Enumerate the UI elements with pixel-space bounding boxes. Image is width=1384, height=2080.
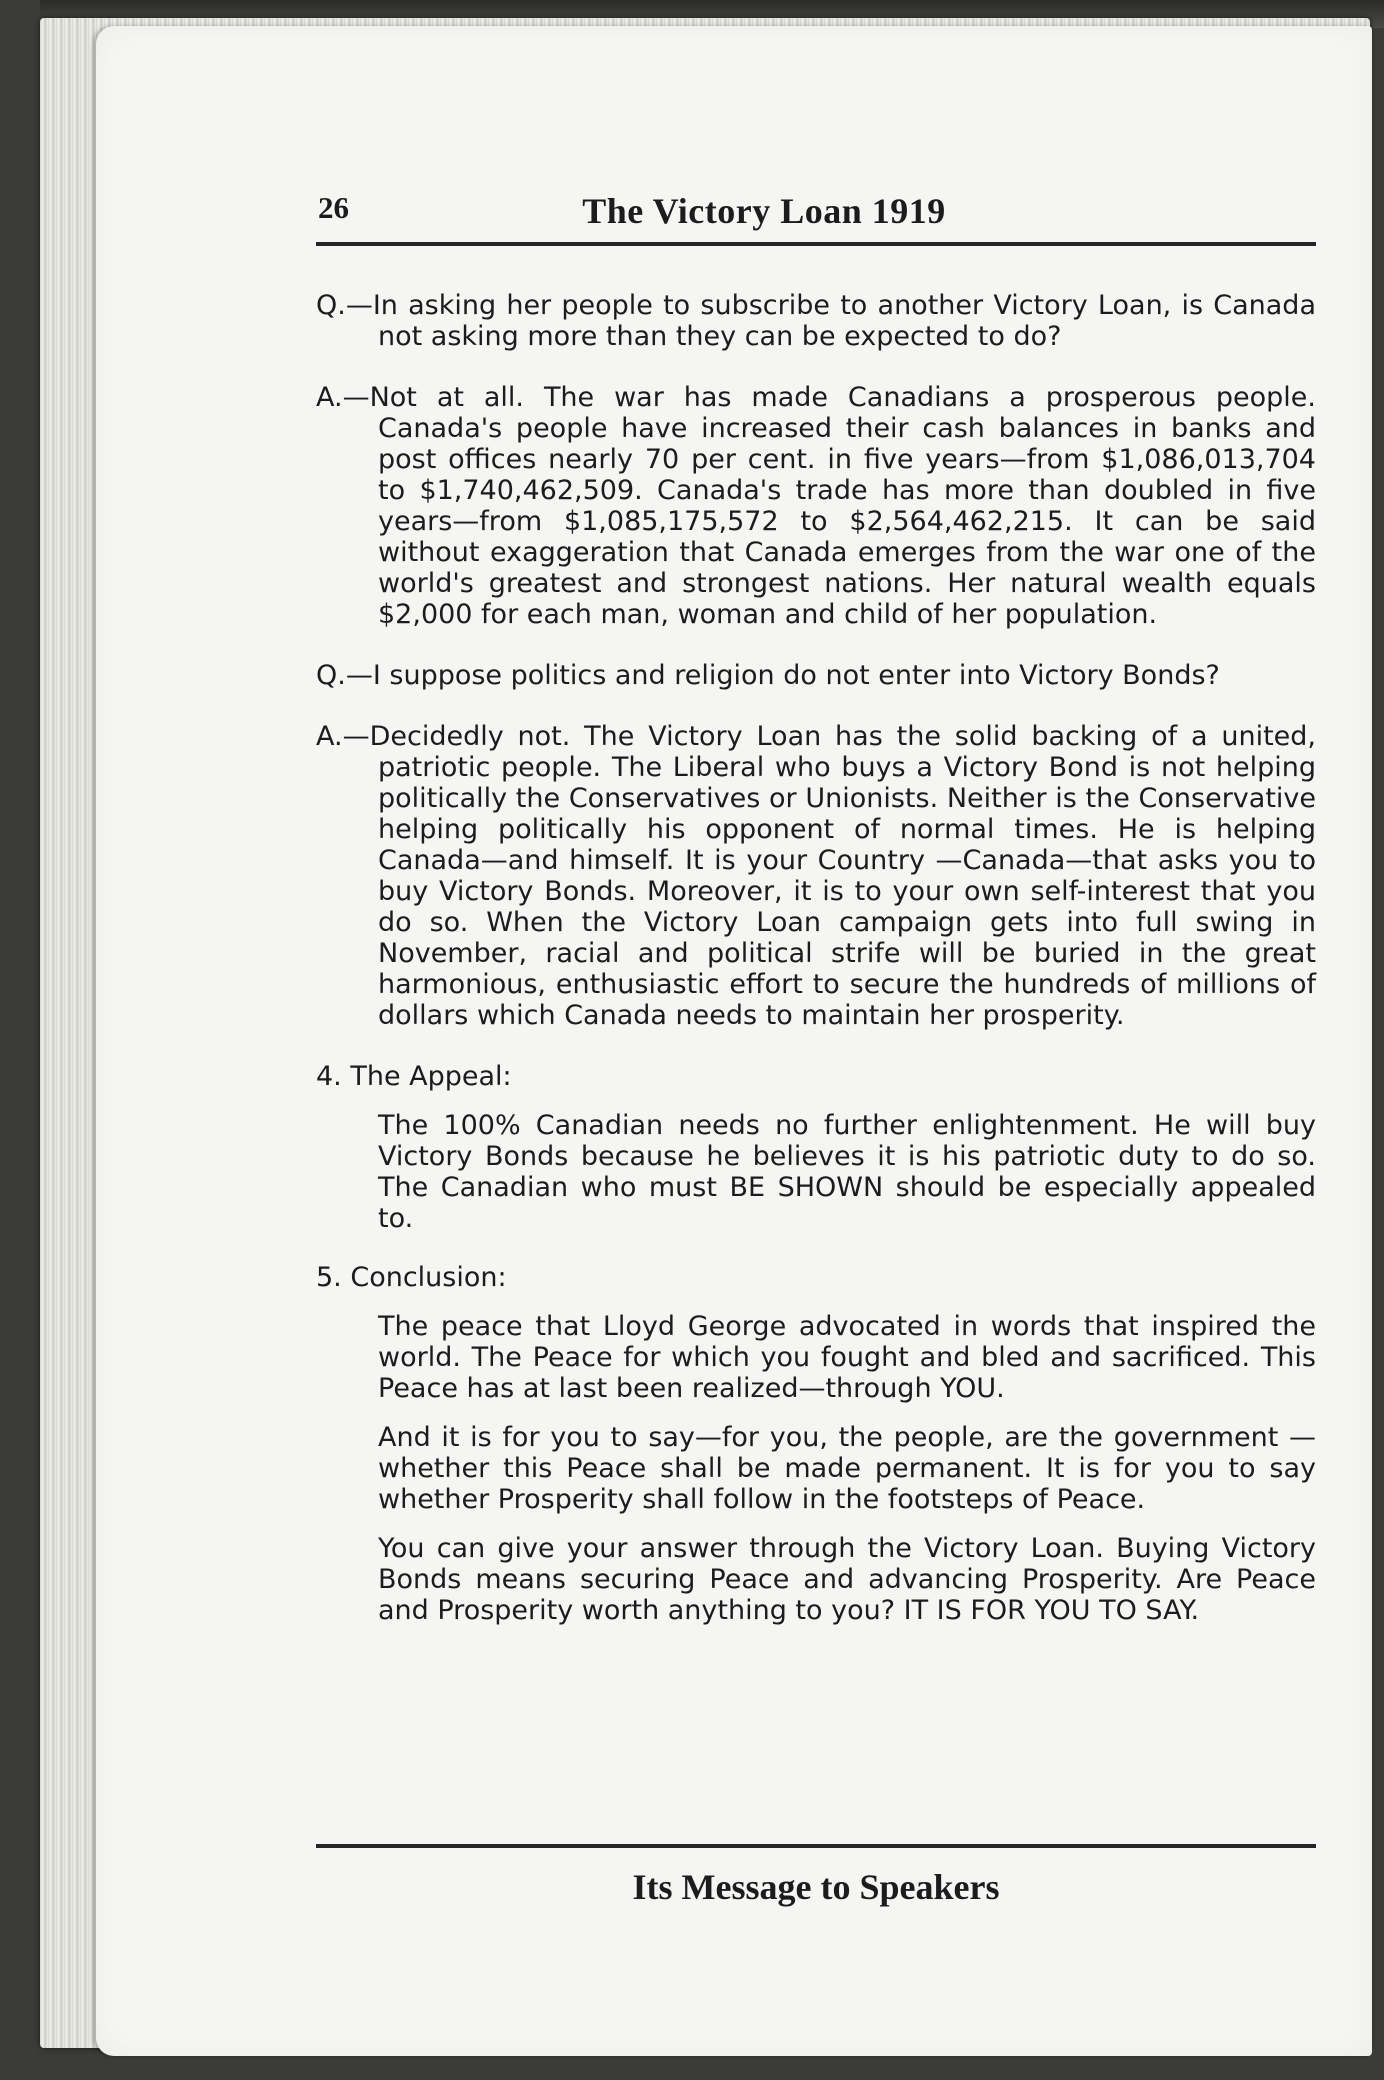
footer-rule <box>316 1844 1316 1848</box>
page-content <box>218 190 1316 1626</box>
qa-text: In asking her people to subscribe to another Victory Loan, is Canada not asking more than they can be expected to do? <box>372 290 1316 352</box>
appeal-heading: 4. The Appeal: <box>316 1061 512 1092</box>
conclusion-paragraph-3: You can give your answer through the Victory Loan. Buying Victory Bonds means securing Peace and advancing Prosperity. Are Peace and Prosperity worth anything to you? IT IS FOR YOU TO SAY. <box>378 1533 1316 1626</box>
appeal-paragraph: The 100% Canadian needs no further enlightenment. He will buy Victory Bonds because he believes it is his patriotic duty to do so. The Canadian who must BE SHOWN should be especially appealed to. <box>378 1110 1316 1234</box>
qa-marker: Q.— <box>316 290 373 321</box>
qa-text: Not at all. The war has made Canadians a prosperous people. Canada's people have increased their cash balances in banks and post offices nearly 70 per cent. in five years—from $1,086,013,704 to $1,740,462,509. Canada's trade has more than doubled in five years—from $1,085,175,572 to $2,564,462,215. It can be said without exaggeration that Canada emerges from the war one of the world's greatest and strongest nations. Her natural wealth equals $2,000 for each man, woman and child of her population. <box>369 382 1316 630</box>
qa-text: I suppose politics and religion do not enter into Victory Bonds? <box>372 660 1220 691</box>
running-title: The Victory Loan 1919 <box>582 191 946 231</box>
page-header <box>218 190 1310 238</box>
conclusion-paragraph-2: And it is for you to say—for you, the people, are the government —whether this Peace shall be made permanent. It is for you to say whether Prosperity shall follow in the footsteps of Peace. <box>378 1422 1316 1515</box>
conclusion-paragraph-1: The peace that Lloyd George advocated in words that inspired the world. The Peace for which you fought and bled and sacrificed. This Peace has at last been realized—through YOU. <box>378 1311 1316 1404</box>
page-body <box>316 290 1316 1644</box>
qa-marker: A.— <box>316 382 370 413</box>
qa-marker: Q.— <box>316 660 373 691</box>
answer-2 <box>316 721 1316 1031</box>
qa-text: Decidedly not. The Victory Loan has the solid backing of a united, patriotic people. The Liberal who buys a Victory Bond is not helping politically the Conservatives or Unionists. Neither is the Conservative helping politically his opponent of normal times. He is helping Canada—and himself. It is your Country —Canada—that asks you to buy Victory Bonds. Moreover, it is to your own self-interest that you do so. When the Victory Loan campaign gets into full swing in November, racial and political strife will be buried in the great harmonious, enthusiastic effort to secure the hundreds of millions of dollars which Canada needs to maintain her prosperity. <box>369 721 1316 1031</box>
question-2 <box>316 660 1316 691</box>
footer-title: Its Message to Speakers <box>632 1867 1000 1907</box>
header-rule <box>316 242 1316 246</box>
page-number: 26 <box>318 190 349 225</box>
conclusion-heading: 5. Conclusion: <box>316 1262 507 1293</box>
question-1 <box>316 290 1316 352</box>
qa-marker: A.— <box>316 721 370 752</box>
answer-1 <box>316 382 1316 630</box>
